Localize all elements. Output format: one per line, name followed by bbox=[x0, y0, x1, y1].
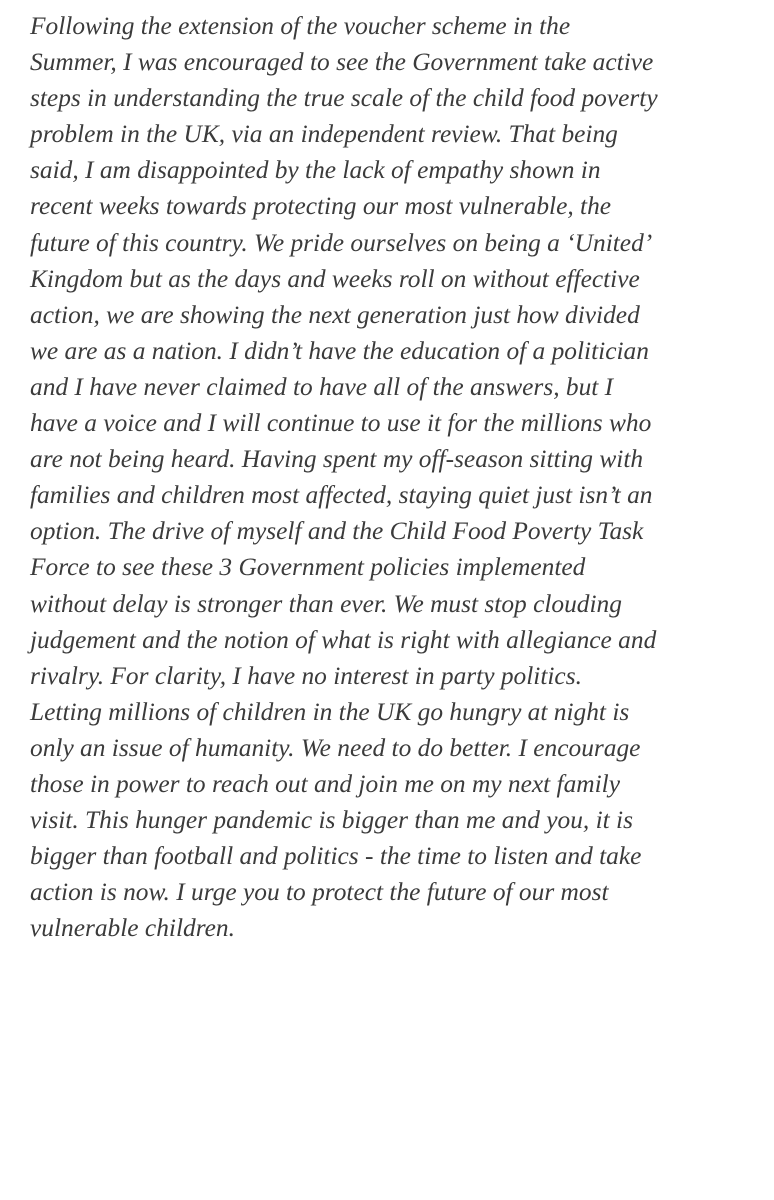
statement-line: judgement and the notion of what is right with allegiance and bbox=[30, 625, 657, 654]
statement-line: future of this country. We pride ourselves on being a ‘United’ bbox=[30, 228, 653, 257]
statement-line: Letting millions of children in the UK go hungry at night is bbox=[30, 697, 630, 726]
statement-line: Kingdom but as the days and weeks roll on without effective bbox=[30, 264, 640, 293]
statement-line: have a voice and I will continue to use it for the millions who bbox=[30, 409, 652, 438]
statement-line: recent weeks towards protecting our most vulnerable, the bbox=[30, 192, 612, 221]
statement-body bbox=[30, 8, 760, 946]
statement-line: families and children most affected, staying quiet just isn’t an bbox=[30, 481, 653, 510]
statement-line: action, we are showing the next generation just how divided bbox=[30, 300, 640, 329]
statement-line: rivalry. For clarity, I have no interest in party politics. bbox=[30, 661, 582, 690]
statement-line: we are as a nation. I didn’t have the education of a politician bbox=[30, 336, 649, 365]
statement-line: said, I am disappointed by the lack of empathy shown in bbox=[30, 156, 601, 185]
statement-line: and I have never claimed to have all of the answers, but I bbox=[30, 372, 614, 401]
statement-line: without delay is stronger than ever. We must stop clouding bbox=[30, 589, 622, 618]
statement-line: visit. This hunger pandemic is bigger than me and you, it is bbox=[30, 806, 633, 835]
statement-line: option. The drive of myself and the Child Food Poverty Task bbox=[30, 517, 644, 546]
statement-line: bigger than football and politics - the time to listen and take bbox=[30, 842, 642, 871]
statement-line: those in power to reach out and join me on my next family bbox=[30, 769, 620, 798]
statement-line: steps in understanding the true scale of the child food poverty bbox=[30, 84, 658, 113]
statement-line: Following the extension of the voucher scheme in the bbox=[30, 12, 571, 40]
statement-line: vulnerable children. bbox=[30, 914, 235, 943]
statement-line: action is now. I urge you to protect the future of our most bbox=[30, 878, 609, 907]
statement-line: Force to see these 3 Government policies implemented bbox=[30, 553, 586, 582]
statement-line: are not being heard. Having spent my off-season sitting with bbox=[30, 445, 644, 474]
statement-line: only an issue of humanity. We need to do better. I encourage bbox=[30, 733, 641, 762]
statement-line: Summer, I was encouraged to see the Government take active bbox=[30, 48, 654, 77]
statement-line: problem in the UK, via an independent review. That being bbox=[30, 120, 618, 149]
